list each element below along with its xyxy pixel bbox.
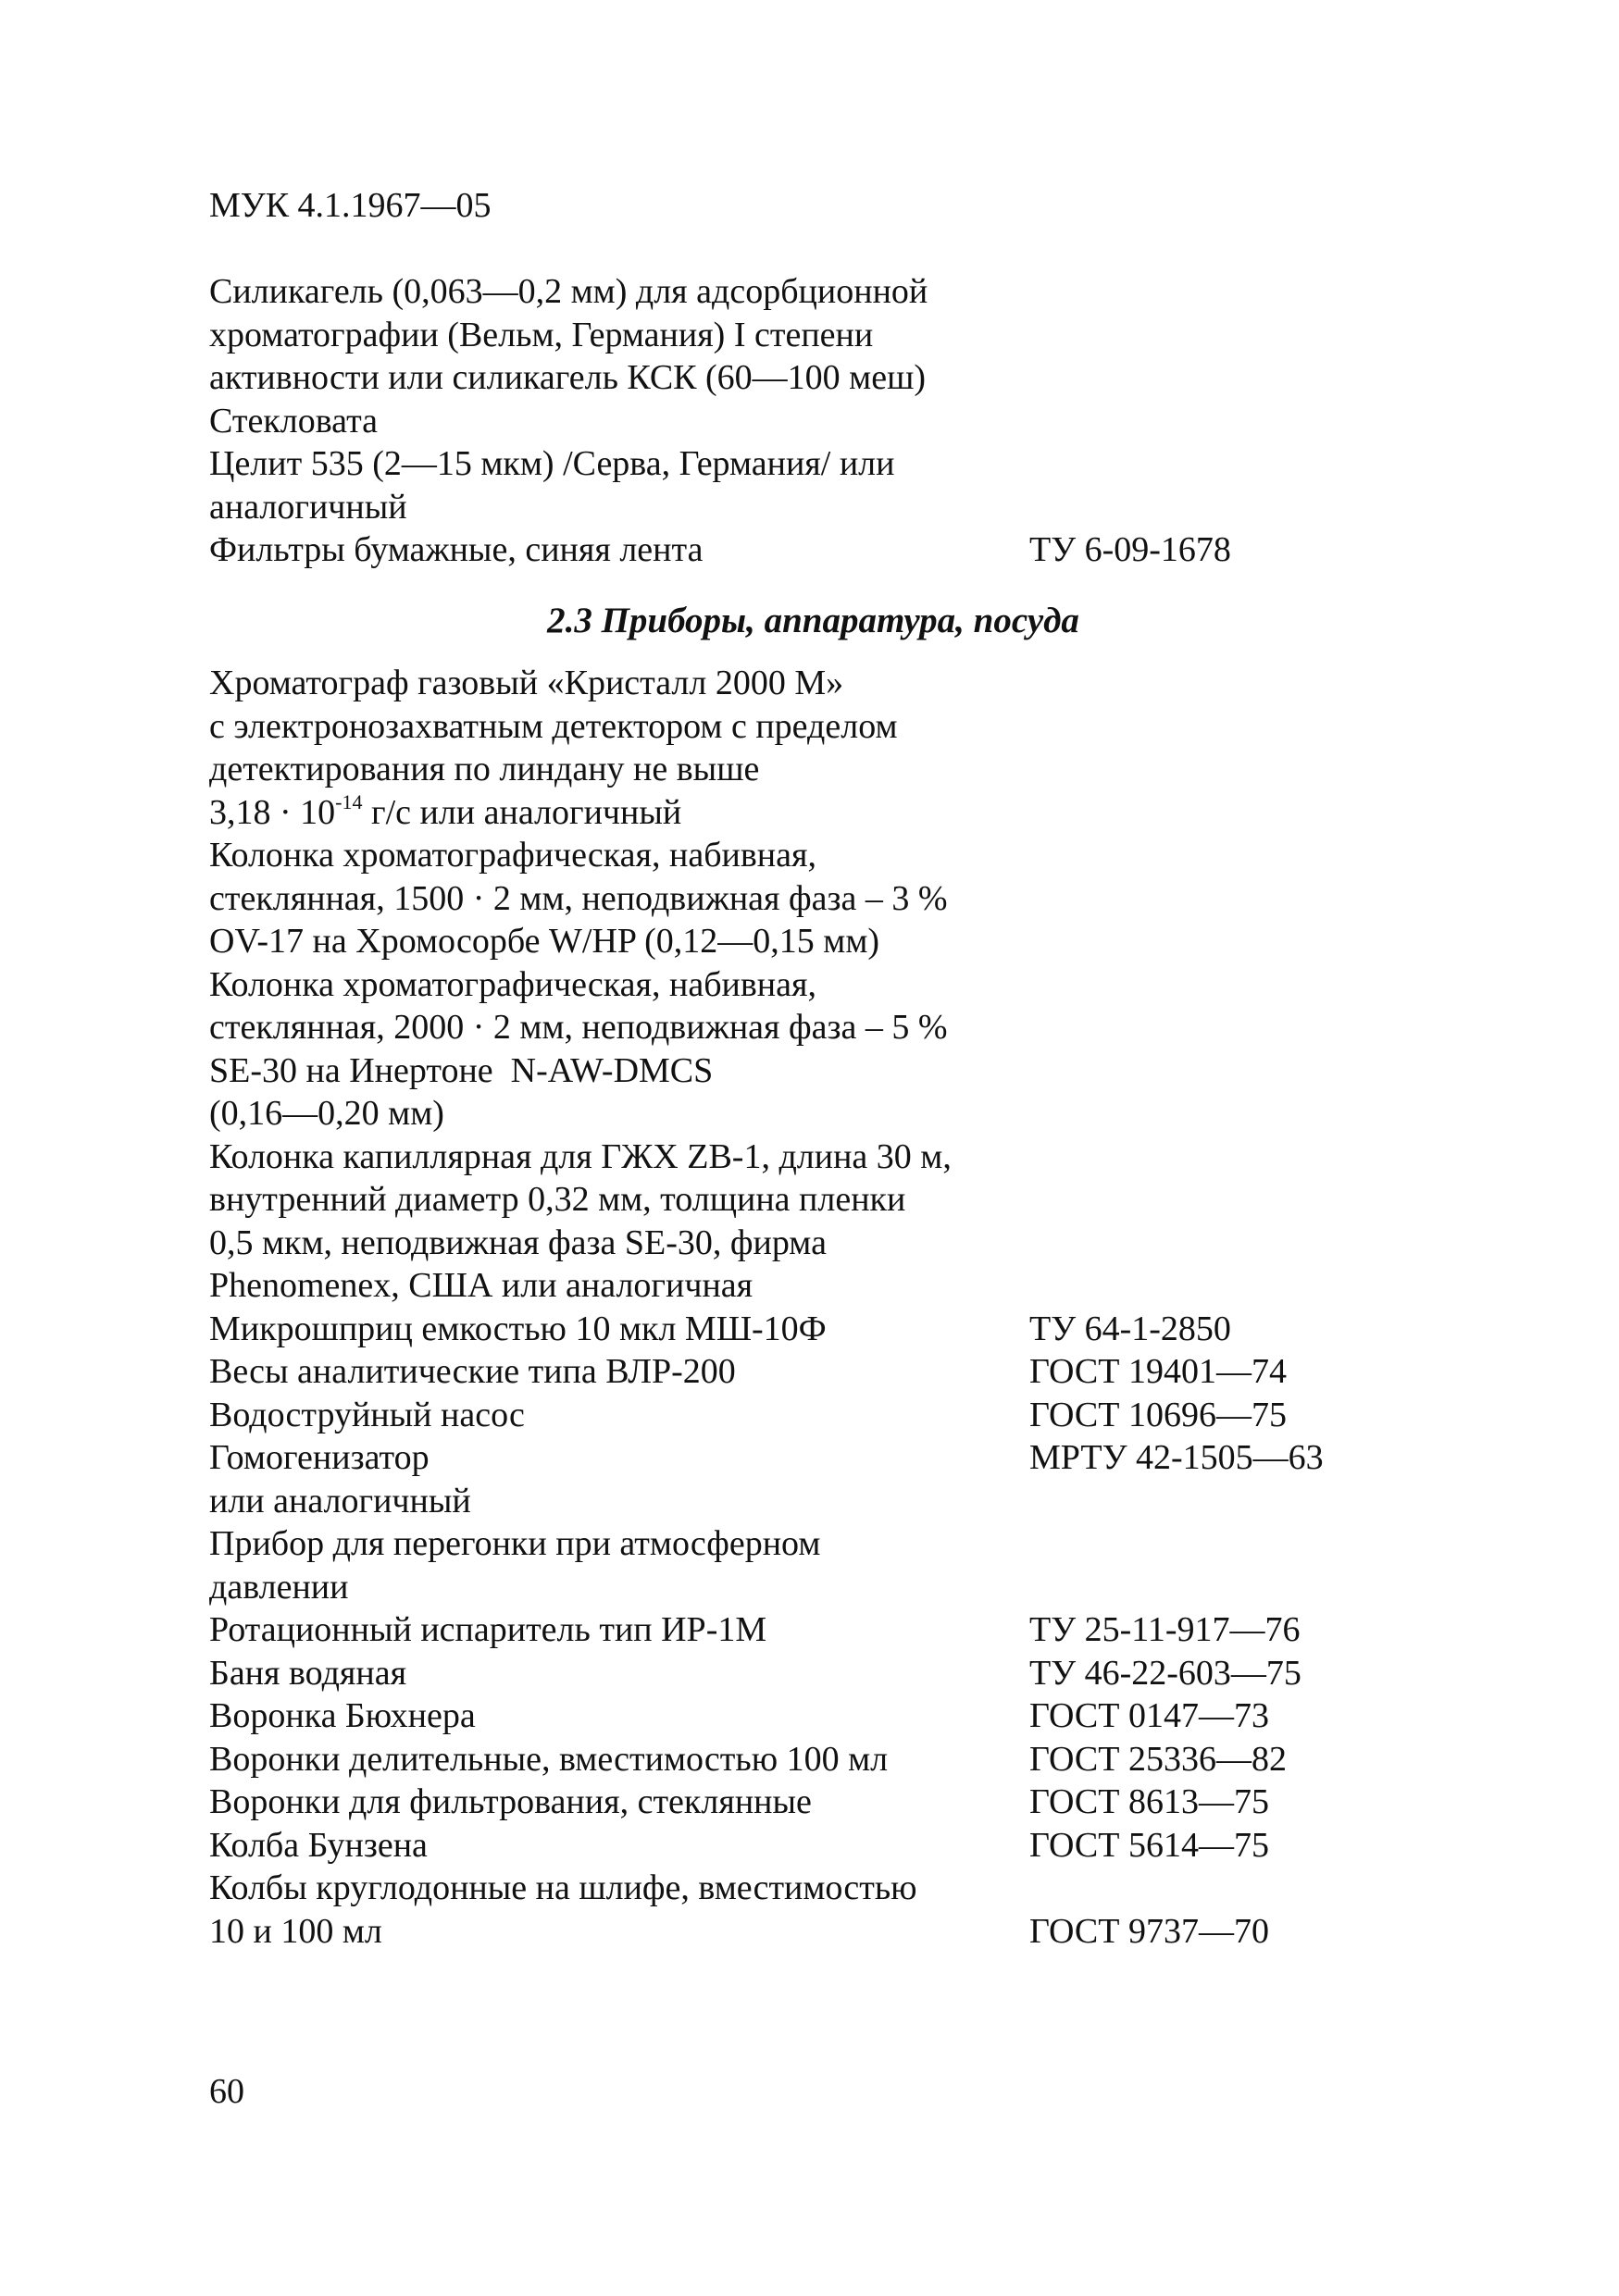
item-text: Воронки для фильтрования, стеклянные bbox=[209, 1782, 812, 1821]
item-text: OV-17 на Хромосорбе W/HP (0,12—0,15 мм) bbox=[209, 922, 880, 961]
document-header: МУК 4.1.1967—05 bbox=[209, 186, 492, 225]
item-text: Стекловата bbox=[209, 401, 379, 441]
item-standard: МРТУ 42-1505—63 bbox=[1029, 1438, 1324, 1477]
item-standard: ТУ 46-22-603—75 bbox=[1029, 1653, 1301, 1693]
item-text: Phenomenex, США или аналогичная bbox=[209, 1266, 753, 1305]
item-text: Колонка хроматографическая, набивная, bbox=[209, 964, 816, 1004]
page-number: 60 bbox=[209, 2072, 244, 2111]
section-title: 2.3 Приборы, аппаратура, посуда bbox=[547, 601, 1079, 640]
item-text: Колонка капиллярная для ГЖХ ZB-1, длина 30 м, bbox=[209, 1136, 952, 1176]
item-standard: ГОСТ 0147—73 bbox=[1029, 1696, 1269, 1735]
item-text: SE-30 на Инертоне N-AW-DMCS bbox=[209, 1050, 714, 1090]
item-text: Фильтры бумажные, синяя лента bbox=[209, 530, 704, 569]
item-text: Гомогенизатор bbox=[209, 1438, 430, 1477]
item-text: детектирования по линдану не выше bbox=[209, 750, 760, 788]
item-text: Колба Бунзена bbox=[209, 1825, 428, 1865]
item-text: Воронки делительные, вместимостью 100 мл bbox=[209, 1739, 889, 1779]
item-text: давлении bbox=[209, 1567, 349, 1607]
item-standard: ГОСТ 8613—75 bbox=[1029, 1782, 1269, 1821]
item-text: Микрошприц емкостью 10 мкл МШ-10Ф bbox=[209, 1309, 827, 1348]
item-text: Силикагель (0,063—0,2 мм) для адсорбционной bbox=[209, 272, 928, 311]
item-standard: ТУ 6-09-1678 bbox=[1029, 530, 1231, 569]
item-standard: ГОСТ 10696—75 bbox=[1029, 1395, 1287, 1434]
item-text: Весы аналитические типа ВЛР-200 bbox=[209, 1352, 736, 1391]
item-text: аналогичный bbox=[209, 487, 407, 527]
item-text: Ротационный испаритель тип ИР-1М bbox=[209, 1610, 767, 1649]
sensitivity-prefix: 3,18 · 10 bbox=[209, 792, 336, 832]
item-text: Водоструйный насос bbox=[209, 1395, 525, 1434]
item-text: хроматографии (Вельм, Германия) I степени bbox=[209, 315, 874, 354]
item-text: 0,5 мкм, неподвижная фаза SE-30, фирма bbox=[209, 1222, 827, 1262]
item-text: Целит 535 (2—15 мкм) /Серва, Германия/ или bbox=[209, 444, 895, 483]
item-text: Баня водяная bbox=[209, 1653, 407, 1693]
item-standard: ГОСТ 5614—75 bbox=[1029, 1825, 1269, 1865]
item-text: внутренний диаметр 0,32 мм, толщина пленки bbox=[209, 1180, 906, 1219]
item-text: или аналогичный bbox=[209, 1481, 471, 1520]
item-text: стеклянная, 1500 · 2 мм, неподвижная фаза – 3 % bbox=[209, 878, 948, 918]
sensitivity-suffix: г/с или аналогичный bbox=[362, 792, 682, 832]
sensitivity-exponent: -14 bbox=[335, 789, 363, 813]
item-text: Хроматограф газовый «Кристалл 2000 М» bbox=[209, 664, 844, 702]
item-standard: ГОСТ 19401—74 bbox=[1029, 1352, 1287, 1391]
item-text: Воронка Бюхнера bbox=[209, 1696, 476, 1735]
item-standard: ТУ 64-1-2850 bbox=[1029, 1309, 1231, 1348]
item-text: Колонка хроматографическая, набивная, bbox=[209, 836, 816, 875]
item-text: с электронозахватным детектором с пределом bbox=[209, 706, 898, 746]
item-text: Прибор для перегонки при атмосферном bbox=[209, 1524, 821, 1563]
item-text: Колбы круглодонные на шлифе, вместимостью bbox=[209, 1868, 917, 1907]
item-standard: ТУ 25-11-917—76 bbox=[1029, 1610, 1301, 1649]
item-standard: ГОСТ 9737—70 bbox=[1029, 1911, 1269, 1951]
item-text: активности или силикагель КСК (60—100 меш) bbox=[209, 358, 927, 397]
item-standard: ГОСТ 25336—82 bbox=[1029, 1739, 1287, 1779]
item-text: стеклянная, 2000 · 2 мм, неподвижная фаза – 5 % bbox=[209, 1008, 948, 1047]
sensitivity-value bbox=[209, 791, 681, 835]
item-text: 10 и 100 мл bbox=[209, 1911, 382, 1951]
item-text: (0,16—0,20 мм) bbox=[209, 1094, 444, 1133]
